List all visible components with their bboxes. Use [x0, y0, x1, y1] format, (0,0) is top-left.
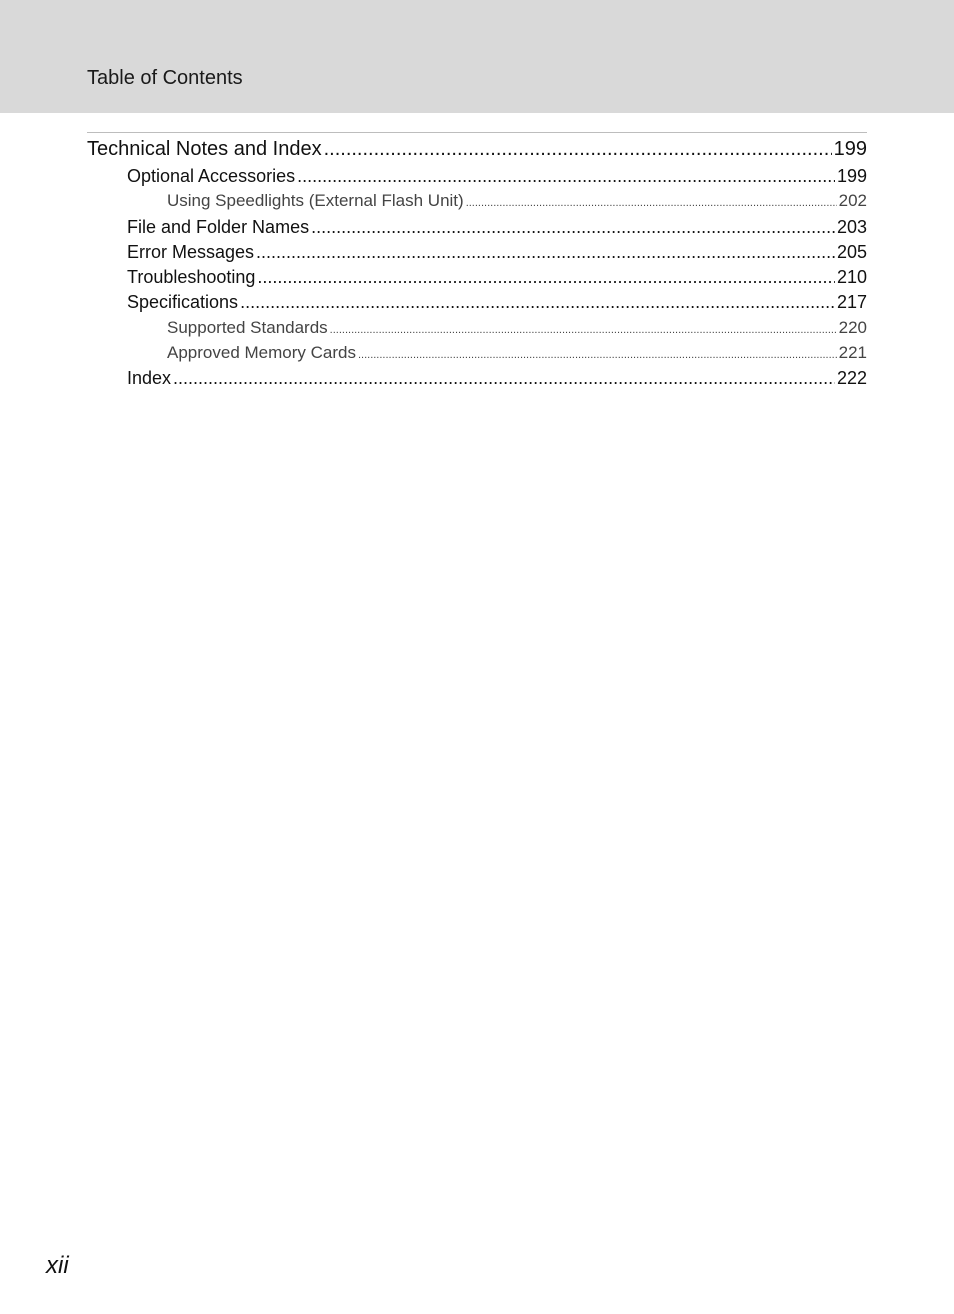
toc-entry-specifications[interactable]: [127, 292, 867, 313]
toc-entry-using-speedlights[interactable]: [167, 191, 867, 211]
toc-entry-page: 202: [838, 191, 867, 210]
toc-entry-approved-memory-cards[interactable]: [167, 343, 867, 363]
toc-entry-page: 220: [838, 318, 867, 337]
dot-leader: [466, 197, 837, 209]
toc-entry-label: Index: [127, 368, 172, 388]
toc-entry-page: 205: [836, 242, 867, 262]
toc-entry-technical-notes[interactable]: [87, 138, 867, 161]
toc-entry-page: 221: [838, 343, 867, 362]
toc-entry-label: Specifications: [127, 292, 239, 312]
dot-leader: [358, 349, 837, 361]
toc-entry-supported-standards[interactable]: [167, 318, 867, 338]
toc-entry-label: File and Folder Names: [127, 217, 310, 237]
running-header-title: Table of Contents: [87, 67, 243, 89]
dot-leader: [324, 138, 832, 161]
toc-entry-error-messages[interactable]: [127, 242, 867, 263]
toc-entry-label: Supported Standards: [167, 318, 328, 337]
dot-leader: [330, 324, 837, 336]
toc-entry-label: Error Messages: [127, 242, 255, 262]
toc-entry-troubleshooting[interactable]: [127, 267, 867, 288]
toc-entry-file-folder-names[interactable]: [127, 217, 867, 238]
toc-entry-page: 199: [833, 138, 867, 160]
toc-entry-label: Optional Accessories: [127, 166, 296, 186]
toc-entry-page: 217: [836, 292, 867, 312]
toc-entry-page: 222: [836, 368, 867, 388]
dot-leader: [257, 267, 835, 288]
dot-leader: [173, 368, 835, 389]
header-divider: [87, 132, 867, 133]
dot-leader: [311, 217, 835, 238]
toc-entry-label: Using Speedlights (External Flash Unit): [167, 191, 464, 210]
toc-entry-page: 203: [836, 217, 867, 237]
toc-entry-label: Technical Notes and Index: [87, 138, 322, 160]
toc-entry-label: Approved Memory Cards: [167, 343, 356, 362]
toc-entry-page: 199: [836, 166, 867, 186]
dot-leader: [256, 242, 835, 263]
page-number: xii: [46, 1252, 69, 1279]
toc-entry-index[interactable]: [127, 368, 867, 389]
toc-entry-page: 210: [836, 267, 867, 287]
toc-entry-label: Troubleshooting: [127, 267, 256, 287]
dot-leader: [297, 166, 835, 187]
header-band: [0, 0, 954, 113]
toc-entry-optional-accessories[interactable]: [127, 166, 867, 187]
dot-leader: [240, 292, 835, 313]
